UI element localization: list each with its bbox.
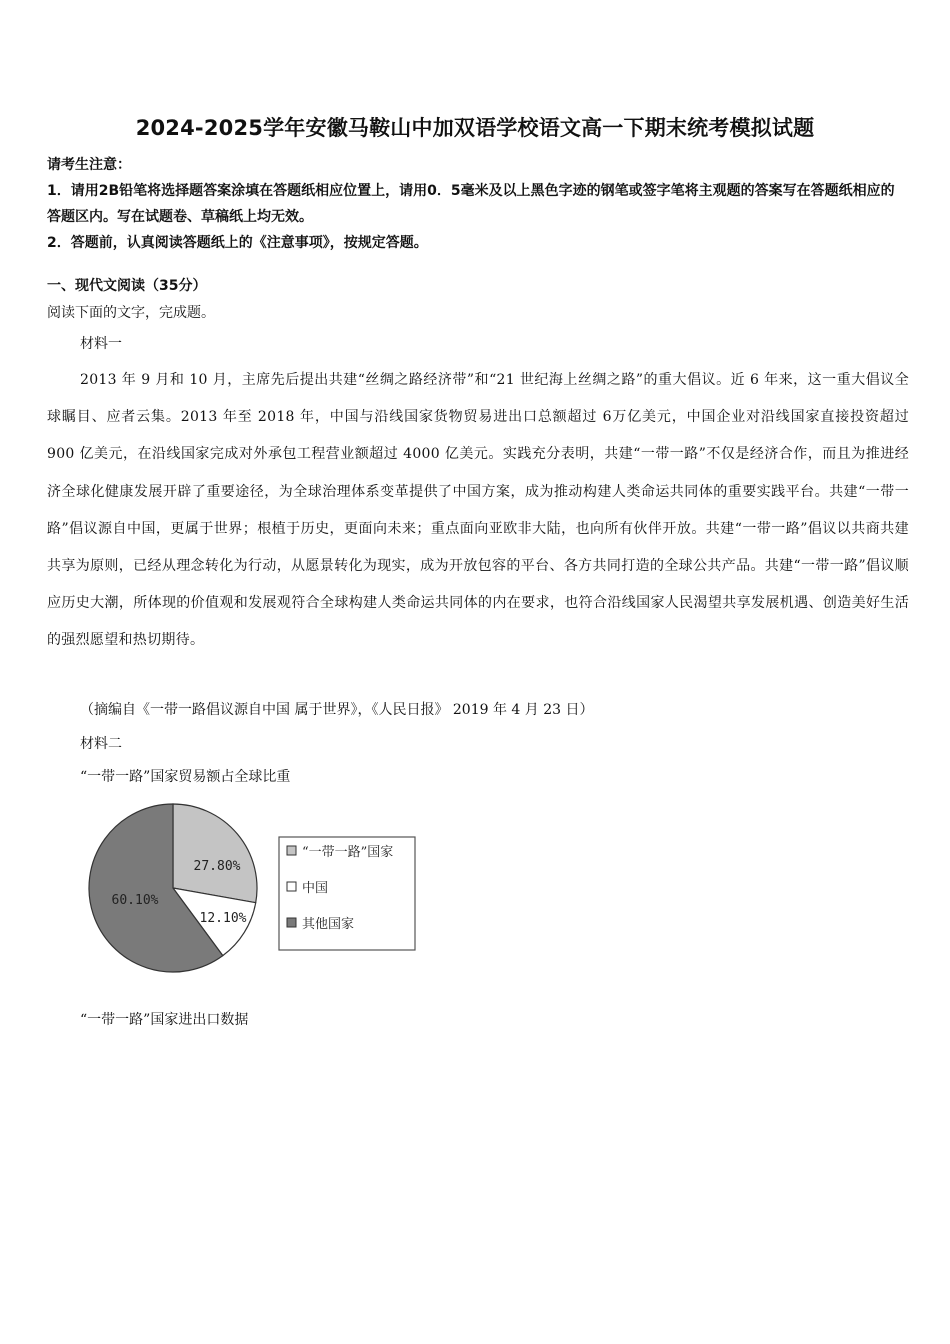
legend-swatch — [287, 846, 296, 855]
material-1-label: 材料一 — [80, 336, 122, 352]
legend-swatch — [287, 918, 296, 927]
pie-slice — [173, 804, 257, 903]
section-heading: 一、现代文阅读（35分） — [47, 278, 207, 294]
chart-caption: “一带一路”国家贸易额占全球比重 — [80, 769, 291, 785]
notice-item: 2．答题前，认真阅读答题纸上的《注意事项》，按规定答题。 — [47, 235, 428, 251]
legend-label: “一带一路”国家 — [302, 845, 394, 860]
pie-chart — [80, 800, 425, 985]
notice-item: 1．请用2B铅笔将选择题答案涂填在答题纸相应位置上，请用0．5毫米及以上黑色字迹的钢笔或签字笔将主观题的答案写在答题纸相应的答题区内。写在试题卷、草稿纸上均无效。 — [47, 183, 895, 225]
pie-value-label: 60.10% — [111, 893, 159, 908]
notice-heading: 请考生注意： — [47, 157, 131, 173]
page-title: 2024-2025学年安徽马鞍山中加双语学校语文高一下期末统考模拟试题 — [135, 116, 815, 140]
material-1-passage: 2013 年 9 月和 10 月，主席先后提出共建“丝绸之路经济带”和“21 世纪海上丝绸之路”的重大倡议。近 6 年来，这一重大倡议全球瞩目、应者云集。2013 年至 2018 年，中国与沿线国家货物贸易进出口总额超过 6万亿美元，中国企业对沿线国家直接投资超过 900 亿美元，在沿线国家完成对外承包工程营业额超过 4000 亿美元。实践充分表明，共建“一带一路”不仅是经济合作，而且为推进经济全球化健康发展开辟了重要途径，为全球治理体系变革提供了中国方案，成为推动构建人类命运共同体的重要实践平台。共建“一带一路”倡议源自中国，更属于世界；根植于历史，更面向未来；重点面向亚欧非大陆，也向所有伙伴开放。共建“一带一路”倡议以共商共建共享为原则，已经从理念转化为行动，从愿景转化为现实，成为开放包容的平台、各方共同打造的全球公共产品。共建“一带一路”倡议顺应历史大潮，所体现的价值观和发展观符合全球构建人类命运共同体的内在要求，也符合沿线国家人民渴望共享发展机遇、创造美好生活的强烈愿望和热切期待。 — [47, 372, 909, 649]
exam-notice — [47, 152, 907, 256]
reading-instruction: 阅读下面的文字，完成题。 — [47, 305, 215, 321]
legend-label: 其他国家 — [302, 917, 355, 932]
legend-swatch — [287, 882, 296, 891]
material-2-label: 材料二 — [80, 736, 122, 752]
pie-value-label: 27.80% — [193, 859, 241, 874]
pie-value-label: 12.10% — [199, 911, 247, 926]
chart-2-caption: “一带一路”国家进出口数据 — [80, 1012, 249, 1028]
material-1-source: （摘编自《一带一路倡议源自中国 属于世界》，《人民日报》 2019 年 4 月 23 日） — [80, 702, 594, 718]
legend-label: 中国 — [302, 881, 329, 896]
